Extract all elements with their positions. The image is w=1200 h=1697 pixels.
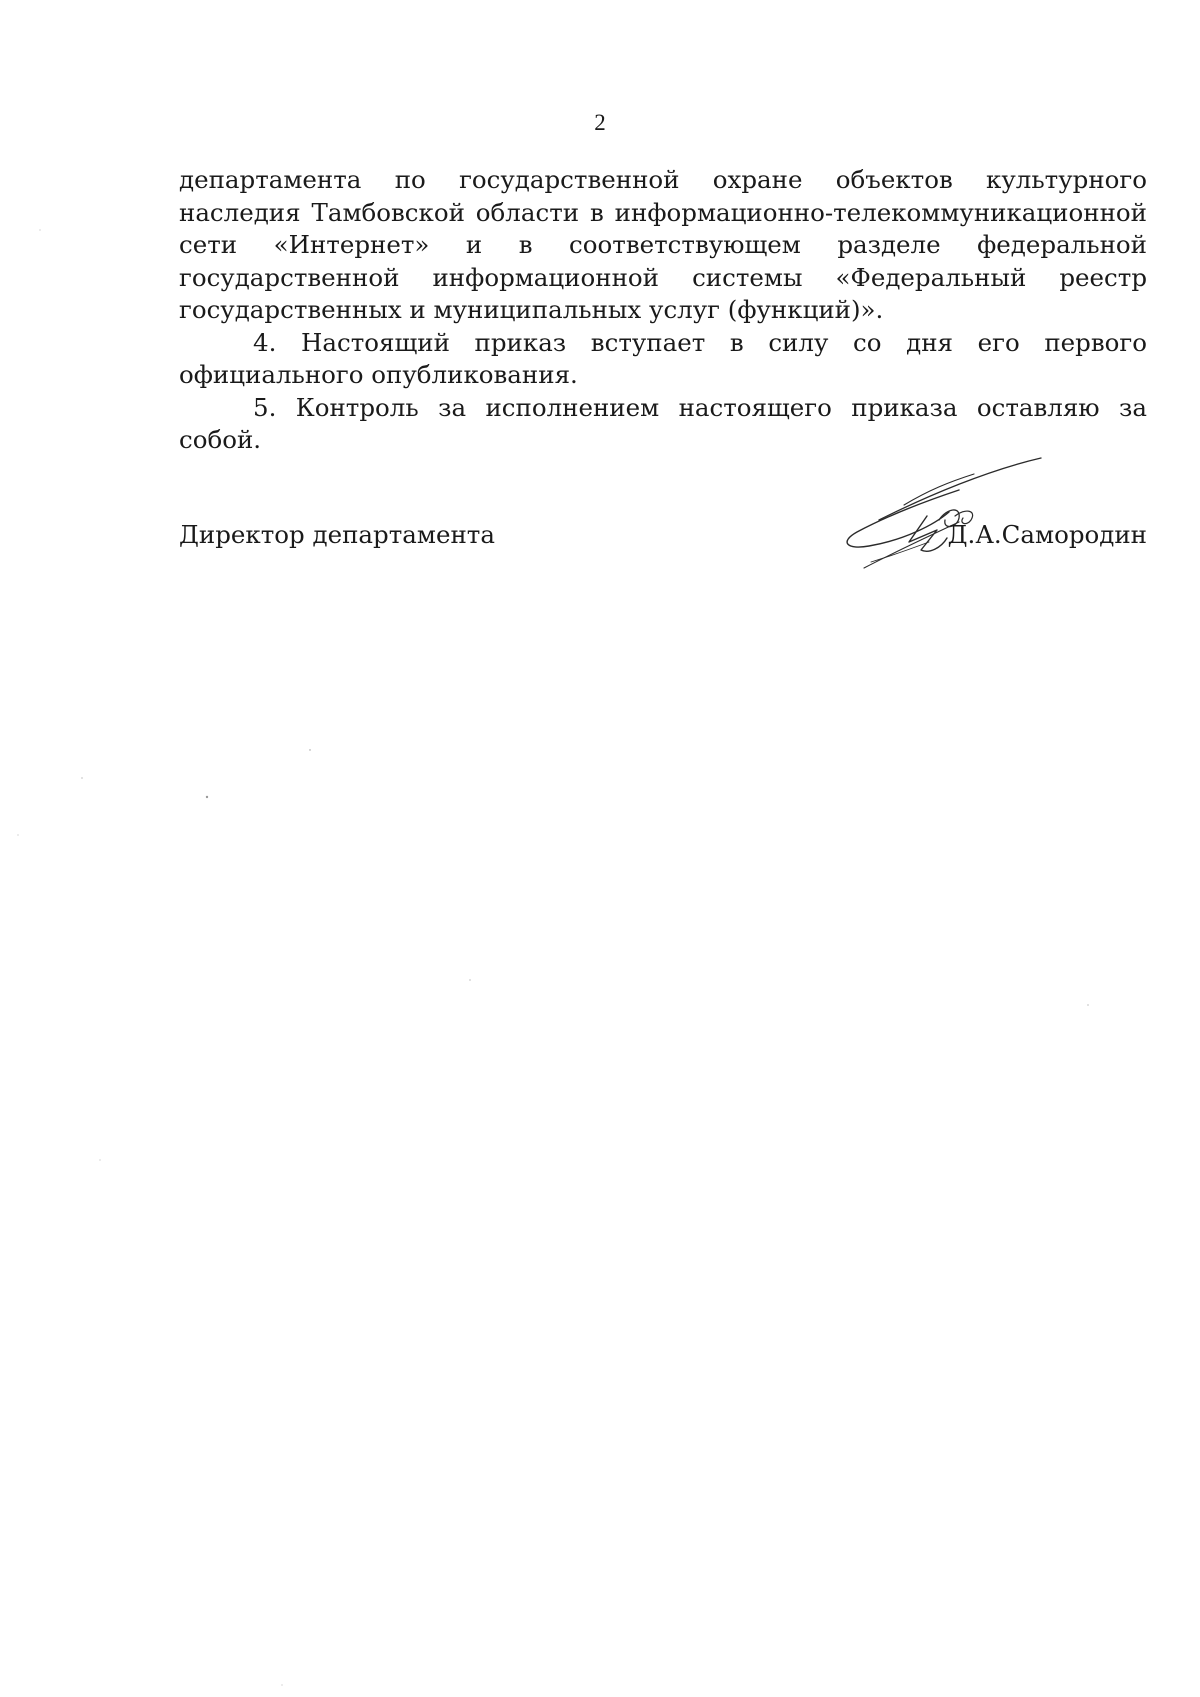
signer-title: Директор департамента xyxy=(179,520,495,549)
paragraph-5: 5. Контроль за исполнением настоящего приказа оставляю за собой. xyxy=(179,392,1147,454)
paragraph-3-continuation: департамента по государственной охране объектов культурного наследия Тамбовской области в информационно-телекоммуникационной сети «Интернет» и в соответствующем разделе федеральной государственной информационной системы «Федеральный реестр государственных и муниципальных услуг (функций)». xyxy=(179,165,1147,324)
handwritten-signature xyxy=(809,450,1049,580)
page-number: 2 xyxy=(594,110,606,135)
signature-block xyxy=(179,450,1147,580)
signer-name: Д.А.Самородин xyxy=(947,520,1147,549)
document-body xyxy=(179,164,1147,457)
paragraph-4: 4. Настоящий приказ вступает в силу со дня его первого официального опубликования. xyxy=(179,327,1147,389)
